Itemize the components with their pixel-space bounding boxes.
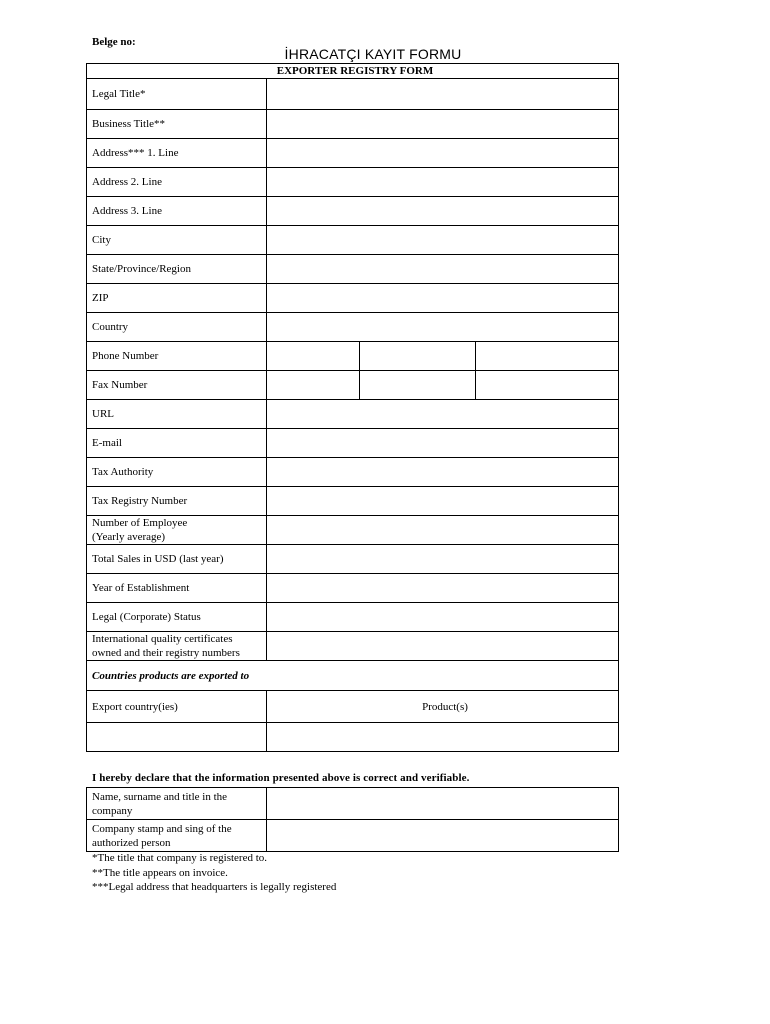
email-label: E-mail xyxy=(87,429,267,458)
country-field[interactable] xyxy=(267,313,619,342)
export-country-header: Export country(ies) xyxy=(87,691,267,723)
phone-label: Phone Number xyxy=(87,342,267,371)
company-stamp-label: Company stamp and sing of the authorized person xyxy=(87,820,267,852)
establishment-year-label: Year of Establishment xyxy=(87,574,267,603)
form-subtitle: EXPORTER REGISTRY FORM xyxy=(87,64,619,79)
phone-field-2[interactable] xyxy=(360,342,476,371)
address-line2-label: Address 2. Line xyxy=(87,168,267,197)
export-countries-heading: Countries products are exported to xyxy=(87,661,619,691)
footnote-legal-title: *The title that company is registered to. xyxy=(92,852,268,864)
export-country-field[interactable] xyxy=(87,723,267,752)
fax-label: Fax Number xyxy=(87,371,267,400)
address-line3-field[interactable] xyxy=(267,197,619,226)
company-stamp-field[interactable] xyxy=(267,820,619,852)
employee-count-field[interactable] xyxy=(267,516,619,545)
business-title-label: Business Title** xyxy=(87,110,267,139)
signatory-name-label: Name, surname and title in the company xyxy=(87,788,267,820)
declaration-text: I hereby declare that the information presented above is correct and verifiable. xyxy=(92,772,470,784)
region-label: State/Province/Region xyxy=(87,255,267,284)
zip-label: ZIP xyxy=(87,284,267,313)
url-field[interactable] xyxy=(267,400,619,429)
total-sales-label: Total Sales in USD (last year) xyxy=(87,545,267,574)
region-field[interactable] xyxy=(267,255,619,284)
country-label: Country xyxy=(87,313,267,342)
legal-title-field[interactable] xyxy=(267,79,619,110)
tax-authority-field[interactable] xyxy=(267,458,619,487)
document-number-label: Belge no: xyxy=(92,36,136,48)
phone-field-3[interactable] xyxy=(476,342,619,371)
employee-count-label: Number of Employee (Yearly average) xyxy=(87,516,267,545)
footnote-business-title: **The title appears on invoice. xyxy=(92,866,228,879)
city-label: City xyxy=(87,226,267,255)
phone-field-1[interactable] xyxy=(267,342,360,371)
address-line1-field[interactable] xyxy=(267,139,619,168)
zip-field[interactable] xyxy=(267,284,619,313)
legal-status-field[interactable] xyxy=(267,603,619,632)
exporter-registry-table xyxy=(86,63,619,752)
tax-registry-number-label: Tax Registry Number xyxy=(87,487,267,516)
product-field[interactable] xyxy=(267,723,619,752)
business-title-field[interactable] xyxy=(267,110,619,139)
legal-title-label: Legal Title* xyxy=(87,79,267,110)
city-field[interactable] xyxy=(267,226,619,255)
establishment-year-field[interactable] xyxy=(267,574,619,603)
fax-field-1[interactable] xyxy=(267,371,360,400)
total-sales-field[interactable] xyxy=(267,545,619,574)
email-field[interactable] xyxy=(267,429,619,458)
signature-table xyxy=(86,787,619,852)
legal-status-label: Legal (Corporate) Status xyxy=(87,603,267,632)
fax-field-2[interactable] xyxy=(360,371,476,400)
footnotes xyxy=(92,851,336,895)
quality-certificates-field[interactable] xyxy=(267,632,619,661)
url-label: URL xyxy=(87,400,267,429)
product-header: Product(s) xyxy=(267,691,619,723)
footnote-legal-address: ***Legal address that headquarters is legally registered xyxy=(92,881,337,893)
address-line3-label: Address 3. Line xyxy=(87,197,267,226)
address-line1-label: Address*** 1. Line xyxy=(87,139,267,168)
address-line2-field[interactable] xyxy=(267,168,619,197)
form-title: İHRACATÇI KAYIT FORMU xyxy=(284,46,462,62)
quality-certificates-label: International quality certificates owned and their registry numbers xyxy=(87,632,267,661)
tax-authority-label: Tax Authority xyxy=(87,458,267,487)
signatory-name-field[interactable] xyxy=(267,788,619,820)
tax-registry-number-field[interactable] xyxy=(267,487,619,516)
fax-field-3[interactable] xyxy=(476,371,619,400)
